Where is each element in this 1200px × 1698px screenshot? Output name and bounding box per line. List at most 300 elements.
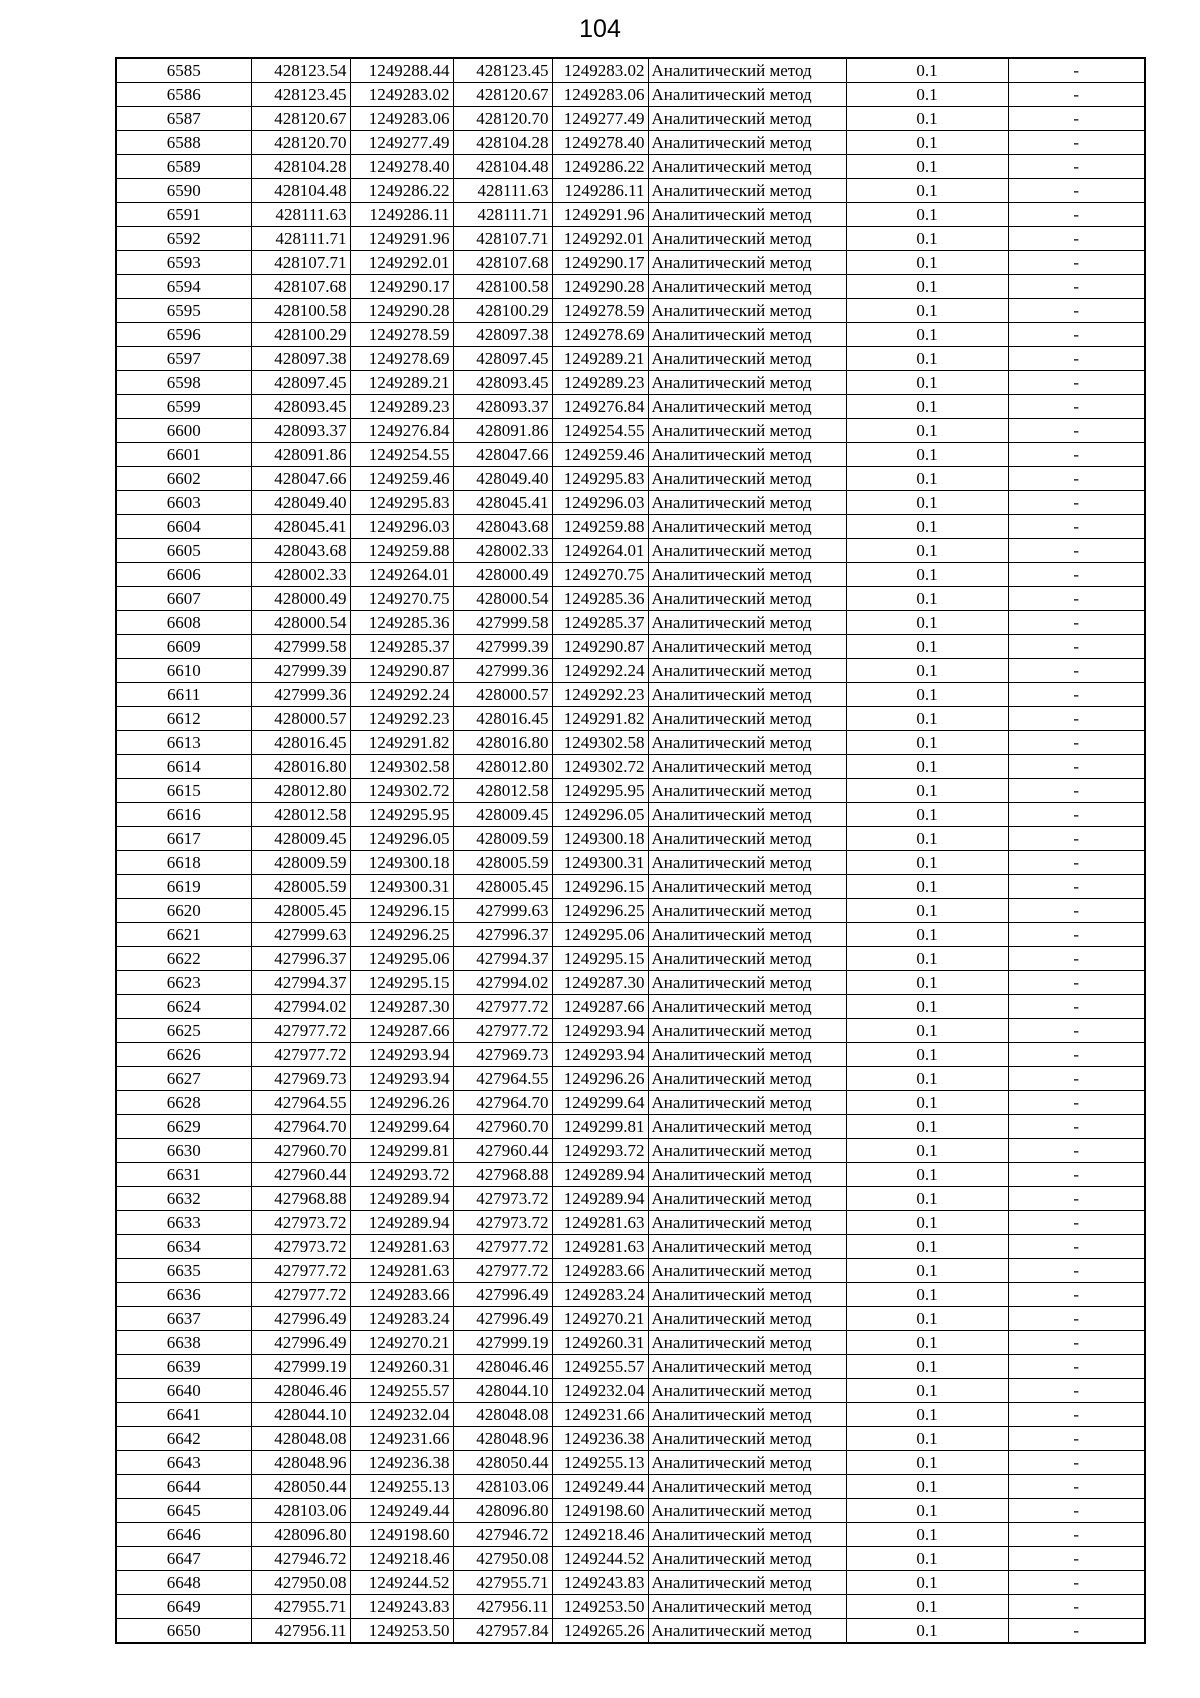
note-cell: - [1008, 707, 1145, 731]
point-number-cell: 6626 [116, 1043, 251, 1067]
method-cell: Аналитический метод [648, 875, 846, 899]
accuracy-cell: 0.1 [846, 1019, 1008, 1043]
y-start-cell: 1249290.87 [350, 659, 453, 683]
y-end-cell: 1249292.23 [552, 683, 648, 707]
table-row [116, 1163, 1145, 1187]
y-start-cell: 1249293.72 [350, 1163, 453, 1187]
x-start-cell: 428049.40 [251, 491, 350, 515]
method-cell: Аналитический метод [648, 1595, 846, 1619]
x-start-cell: 428104.28 [251, 155, 350, 179]
accuracy-cell: 0.1 [846, 971, 1008, 995]
y-start-cell: 1249231.66 [350, 1427, 453, 1451]
y-start-cell: 1249283.24 [350, 1307, 453, 1331]
method-cell: Аналитический метод [648, 1499, 846, 1523]
point-number-cell: 6649 [116, 1595, 251, 1619]
y-end-cell: 1249289.23 [552, 371, 648, 395]
y-end-cell: 1249278.59 [552, 299, 648, 323]
y-end-cell: 1249293.94 [552, 1019, 648, 1043]
point-number-cell: 6619 [116, 875, 251, 899]
point-number-cell: 6623 [116, 971, 251, 995]
table-row [116, 347, 1145, 371]
y-end-cell: 1249255.57 [552, 1355, 648, 1379]
method-cell: Аналитический метод [648, 347, 846, 371]
method-cell: Аналитический метод [648, 1043, 846, 1067]
accuracy-cell: 0.1 [846, 875, 1008, 899]
note-cell: - [1008, 58, 1145, 83]
note-cell: - [1008, 419, 1145, 443]
y-start-cell: 1249260.31 [350, 1355, 453, 1379]
x-start-cell: 428120.67 [251, 107, 350, 131]
y-end-cell: 1249295.06 [552, 923, 648, 947]
y-end-cell: 1249295.15 [552, 947, 648, 971]
x-end-cell: 427960.44 [453, 1139, 552, 1163]
point-number-cell: 6608 [116, 611, 251, 635]
point-number-cell: 6640 [116, 1379, 251, 1403]
method-cell: Аналитический метод [648, 1403, 846, 1427]
x-start-cell: 427973.72 [251, 1235, 350, 1259]
method-cell: Аналитический метод [648, 1067, 846, 1091]
method-cell: Аналитический метод [648, 155, 846, 179]
y-end-cell: 1249232.04 [552, 1379, 648, 1403]
y-end-cell: 1249260.31 [552, 1331, 648, 1355]
y-end-cell: 1249289.21 [552, 347, 648, 371]
y-end-cell: 1249296.25 [552, 899, 648, 923]
y-start-cell: 1249281.63 [350, 1235, 453, 1259]
y-start-cell: 1249296.26 [350, 1091, 453, 1115]
point-number-cell: 6646 [116, 1523, 251, 1547]
method-cell: Аналитический метод [648, 323, 846, 347]
y-start-cell: 1249290.17 [350, 275, 453, 299]
note-cell: - [1008, 1571, 1145, 1595]
x-end-cell: 428093.45 [453, 371, 552, 395]
accuracy-cell: 0.1 [846, 899, 1008, 923]
table-row [116, 539, 1145, 563]
note-cell: - [1008, 827, 1145, 851]
accuracy-cell: 0.1 [846, 947, 1008, 971]
x-start-cell: 428120.70 [251, 131, 350, 155]
table-row [116, 1451, 1145, 1475]
x-start-cell: 428050.44 [251, 1475, 350, 1499]
method-cell: Аналитический метод [648, 251, 846, 275]
x-end-cell: 428097.38 [453, 323, 552, 347]
point-number-cell: 6609 [116, 635, 251, 659]
note-cell: - [1008, 1475, 1145, 1499]
method-cell: Аналитический метод [648, 467, 846, 491]
x-start-cell: 427960.70 [251, 1139, 350, 1163]
y-start-cell: 1249296.15 [350, 899, 453, 923]
note-cell: - [1008, 1331, 1145, 1355]
table-row [116, 419, 1145, 443]
point-number-cell: 6627 [116, 1067, 251, 1091]
table-row [116, 659, 1145, 683]
accuracy-cell: 0.1 [846, 1307, 1008, 1331]
table-row [116, 947, 1145, 971]
point-number-cell: 6638 [116, 1331, 251, 1355]
accuracy-cell: 0.1 [846, 1595, 1008, 1619]
point-number-cell: 6596 [116, 323, 251, 347]
x-end-cell: 427994.37 [453, 947, 552, 971]
x-end-cell: 427956.11 [453, 1595, 552, 1619]
x-end-cell: 428107.71 [453, 227, 552, 251]
y-end-cell: 1249264.01 [552, 539, 648, 563]
x-end-cell: 428047.66 [453, 443, 552, 467]
accuracy-cell: 0.1 [846, 1355, 1008, 1379]
point-number-cell: 6618 [116, 851, 251, 875]
x-end-cell: 427999.36 [453, 659, 552, 683]
point-number-cell: 6591 [116, 203, 251, 227]
table-row [116, 227, 1145, 251]
accuracy-cell: 0.1 [846, 1619, 1008, 1644]
x-start-cell: 427999.39 [251, 659, 350, 683]
accuracy-cell: 0.1 [846, 1571, 1008, 1595]
note-cell: - [1008, 395, 1145, 419]
x-start-cell: 427977.72 [251, 1019, 350, 1043]
x-end-cell: 427999.19 [453, 1331, 552, 1355]
x-start-cell: 428048.96 [251, 1451, 350, 1475]
accuracy-cell: 0.1 [846, 1235, 1008, 1259]
method-cell: Аналитический метод [648, 275, 846, 299]
table-row [116, 1235, 1145, 1259]
point-number-cell: 6614 [116, 755, 251, 779]
method-cell: Аналитический метод [648, 1019, 846, 1043]
method-cell: Аналитический метод [648, 731, 846, 755]
table-row [116, 755, 1145, 779]
x-start-cell: 428123.54 [251, 58, 350, 83]
accuracy-cell: 0.1 [846, 419, 1008, 443]
y-end-cell: 1249283.66 [552, 1259, 648, 1283]
point-number-cell: 6648 [116, 1571, 251, 1595]
table-row [116, 1619, 1145, 1644]
x-end-cell: 428111.71 [453, 203, 552, 227]
x-start-cell: 427977.72 [251, 1283, 350, 1307]
y-start-cell: 1249277.49 [350, 131, 453, 155]
y-end-cell: 1249218.46 [552, 1523, 648, 1547]
y-end-cell: 1249244.52 [552, 1547, 648, 1571]
method-cell: Аналитический метод [648, 1139, 846, 1163]
method-cell: Аналитический метод [648, 1475, 846, 1499]
method-cell: Аналитический метод [648, 1163, 846, 1187]
y-end-cell: 1249302.58 [552, 731, 648, 755]
x-end-cell: 428005.45 [453, 875, 552, 899]
x-start-cell: 427977.72 [251, 1043, 350, 1067]
y-end-cell: 1249287.66 [552, 995, 648, 1019]
coordinates-table [115, 57, 1146, 1644]
table-row [116, 83, 1145, 107]
y-start-cell: 1249291.82 [350, 731, 453, 755]
note-cell: - [1008, 1595, 1145, 1619]
y-start-cell: 1249300.31 [350, 875, 453, 899]
method-cell: Аналитический метод [648, 299, 846, 323]
page-number: 104 [579, 15, 621, 43]
note-cell: - [1008, 947, 1145, 971]
accuracy-cell: 0.1 [846, 467, 1008, 491]
y-start-cell: 1249289.94 [350, 1187, 453, 1211]
x-end-cell: 427996.49 [453, 1283, 552, 1307]
y-end-cell: 1249286.22 [552, 155, 648, 179]
point-number-cell: 6607 [116, 587, 251, 611]
x-start-cell: 427994.02 [251, 995, 350, 1019]
accuracy-cell: 0.1 [846, 683, 1008, 707]
table-row [116, 1139, 1145, 1163]
y-end-cell: 1249281.63 [552, 1235, 648, 1259]
y-start-cell: 1249296.25 [350, 923, 453, 947]
method-cell: Аналитический метод [648, 1523, 846, 1547]
table-body [116, 58, 1145, 1643]
method-cell: Аналитический метод [648, 107, 846, 131]
method-cell: Аналитический метод [648, 371, 846, 395]
x-start-cell: 427977.72 [251, 1259, 350, 1283]
accuracy-cell: 0.1 [846, 83, 1008, 107]
method-cell: Аналитический метод [648, 83, 846, 107]
method-cell: Аналитический метод [648, 1259, 846, 1283]
x-start-cell: 427964.55 [251, 1091, 350, 1115]
table-row [116, 275, 1145, 299]
point-number-cell: 6641 [116, 1403, 251, 1427]
y-end-cell: 1249283.24 [552, 1283, 648, 1307]
accuracy-cell: 0.1 [846, 1475, 1008, 1499]
y-start-cell: 1249293.94 [350, 1043, 453, 1067]
x-start-cell: 428111.63 [251, 203, 350, 227]
x-end-cell: 428016.80 [453, 731, 552, 755]
y-start-cell: 1249254.55 [350, 443, 453, 467]
x-end-cell: 427960.70 [453, 1115, 552, 1139]
x-end-cell: 428045.41 [453, 491, 552, 515]
y-end-cell: 1249302.72 [552, 755, 648, 779]
table-row [116, 491, 1145, 515]
method-cell: Аналитический метод [648, 971, 846, 995]
accuracy-cell: 0.1 [846, 107, 1008, 131]
note-cell: - [1008, 1235, 1145, 1259]
y-start-cell: 1249283.06 [350, 107, 453, 131]
accuracy-cell: 0.1 [846, 851, 1008, 875]
note-cell: - [1008, 275, 1145, 299]
method-cell: Аналитический метод [648, 755, 846, 779]
table-row [116, 1499, 1145, 1523]
point-number-cell: 6615 [116, 779, 251, 803]
accuracy-cell: 0.1 [846, 1523, 1008, 1547]
method-cell: Аналитический метод [648, 419, 846, 443]
y-start-cell: 1249255.57 [350, 1379, 453, 1403]
y-end-cell: 1249296.05 [552, 803, 648, 827]
note-cell: - [1008, 1211, 1145, 1235]
point-number-cell: 6636 [116, 1283, 251, 1307]
x-end-cell: 427964.55 [453, 1067, 552, 1091]
y-start-cell: 1249295.83 [350, 491, 453, 515]
note-cell: - [1008, 995, 1145, 1019]
table-row [116, 851, 1145, 875]
point-number-cell: 6587 [116, 107, 251, 131]
method-cell: Аналитический метод [648, 1571, 846, 1595]
x-start-cell: 428002.33 [251, 563, 350, 587]
x-end-cell: 427977.72 [453, 1019, 552, 1043]
point-number-cell: 6613 [116, 731, 251, 755]
table-row [116, 515, 1145, 539]
y-start-cell: 1249286.22 [350, 179, 453, 203]
point-number-cell: 6600 [116, 419, 251, 443]
y-end-cell: 1249289.94 [552, 1187, 648, 1211]
point-number-cell: 6637 [116, 1307, 251, 1331]
x-end-cell: 428096.80 [453, 1499, 552, 1523]
x-start-cell: 428100.58 [251, 299, 350, 323]
note-cell: - [1008, 1067, 1145, 1091]
y-start-cell: 1249293.94 [350, 1067, 453, 1091]
accuracy-cell: 0.1 [846, 779, 1008, 803]
y-start-cell: 1249259.46 [350, 467, 453, 491]
note-cell: - [1008, 467, 1145, 491]
x-start-cell: 427950.08 [251, 1571, 350, 1595]
x-start-cell: 428100.29 [251, 323, 350, 347]
accuracy-cell: 0.1 [846, 1547, 1008, 1571]
table-row [116, 1283, 1145, 1307]
accuracy-cell: 0.1 [846, 659, 1008, 683]
accuracy-cell: 0.1 [846, 611, 1008, 635]
note-cell: - [1008, 779, 1145, 803]
x-end-cell: 428002.33 [453, 539, 552, 563]
point-number-cell: 6604 [116, 515, 251, 539]
point-number-cell: 6642 [116, 1427, 251, 1451]
table-row [116, 1571, 1145, 1595]
x-start-cell: 428093.37 [251, 419, 350, 443]
method-cell: Аналитический метод [648, 1331, 846, 1355]
note-cell: - [1008, 1427, 1145, 1451]
x-end-cell: 428000.49 [453, 563, 552, 587]
table-row [116, 1187, 1145, 1211]
y-start-cell: 1249300.18 [350, 851, 453, 875]
table-row [116, 58, 1145, 83]
accuracy-cell: 0.1 [846, 1115, 1008, 1139]
x-end-cell: 428100.29 [453, 299, 552, 323]
accuracy-cell: 0.1 [846, 755, 1008, 779]
y-start-cell: 1249291.96 [350, 227, 453, 251]
x-end-cell: 428000.54 [453, 587, 552, 611]
x-end-cell: 428120.67 [453, 83, 552, 107]
accuracy-cell: 0.1 [846, 1043, 1008, 1067]
table-row [116, 875, 1145, 899]
y-end-cell: 1249270.75 [552, 563, 648, 587]
point-number-cell: 6632 [116, 1187, 251, 1211]
y-start-cell: 1249244.52 [350, 1571, 453, 1595]
table-row [116, 323, 1145, 347]
y-start-cell: 1249198.60 [350, 1523, 453, 1547]
method-cell: Аналитический метод [648, 947, 846, 971]
accuracy-cell: 0.1 [846, 227, 1008, 251]
point-number-cell: 6594 [116, 275, 251, 299]
note-cell: - [1008, 1187, 1145, 1211]
table-row [116, 179, 1145, 203]
y-end-cell: 1249292.24 [552, 659, 648, 683]
y-end-cell: 1249292.01 [552, 227, 648, 251]
note-cell: - [1008, 1043, 1145, 1067]
x-start-cell: 428107.71 [251, 251, 350, 275]
y-end-cell: 1249283.02 [552, 58, 648, 83]
method-cell: Аналитический метод [648, 1283, 846, 1307]
note-cell: - [1008, 635, 1145, 659]
x-start-cell: 427973.72 [251, 1211, 350, 1235]
y-end-cell: 1249278.69 [552, 323, 648, 347]
point-number-cell: 6625 [116, 1019, 251, 1043]
method-cell: Аналитический метод [648, 923, 846, 947]
y-start-cell: 1249289.23 [350, 395, 453, 419]
x-start-cell: 427999.36 [251, 683, 350, 707]
note-cell: - [1008, 1163, 1145, 1187]
note-cell: - [1008, 1619, 1145, 1644]
note-cell: - [1008, 347, 1145, 371]
point-number-cell: 6612 [116, 707, 251, 731]
accuracy-cell: 0.1 [846, 731, 1008, 755]
table-row [116, 1067, 1145, 1091]
accuracy-cell: 0.1 [846, 1187, 1008, 1211]
y-end-cell: 1249283.06 [552, 83, 648, 107]
note-cell: - [1008, 1451, 1145, 1475]
method-cell: Аналитический метод [648, 1379, 846, 1403]
y-end-cell: 1249300.18 [552, 827, 648, 851]
point-number-cell: 6616 [116, 803, 251, 827]
x-end-cell: 428111.63 [453, 179, 552, 203]
accuracy-cell: 0.1 [846, 1211, 1008, 1235]
method-cell: Аналитический метод [648, 587, 846, 611]
table-row [116, 1475, 1145, 1499]
accuracy-cell: 0.1 [846, 1331, 1008, 1355]
table-row [116, 467, 1145, 491]
point-number-cell: 6633 [116, 1211, 251, 1235]
x-end-cell: 427994.02 [453, 971, 552, 995]
y-start-cell: 1249278.59 [350, 323, 453, 347]
table-row [116, 1355, 1145, 1379]
method-cell: Аналитический метод [648, 1187, 846, 1211]
point-number-cell: 6602 [116, 467, 251, 491]
x-end-cell: 427955.71 [453, 1571, 552, 1595]
note-cell: - [1008, 755, 1145, 779]
table-row [116, 587, 1145, 611]
x-end-cell: 428005.59 [453, 851, 552, 875]
y-end-cell: 1249276.84 [552, 395, 648, 419]
note-cell: - [1008, 1139, 1145, 1163]
method-cell: Аналитический метод [648, 707, 846, 731]
x-start-cell: 427994.37 [251, 971, 350, 995]
x-start-cell: 428097.45 [251, 371, 350, 395]
x-end-cell: 428100.58 [453, 275, 552, 299]
x-end-cell: 427950.08 [453, 1547, 552, 1571]
x-start-cell: 428000.57 [251, 707, 350, 731]
y-start-cell: 1249232.04 [350, 1403, 453, 1427]
y-end-cell: 1249259.88 [552, 515, 648, 539]
table-row [116, 1115, 1145, 1139]
x-start-cell: 427955.71 [251, 1595, 350, 1619]
accuracy-cell: 0.1 [846, 1091, 1008, 1115]
y-end-cell: 1249287.30 [552, 971, 648, 995]
y-start-cell: 1249302.58 [350, 755, 453, 779]
table-row [116, 971, 1145, 995]
y-end-cell: 1249296.26 [552, 1067, 648, 1091]
note-cell: - [1008, 1091, 1145, 1115]
y-start-cell: 1249218.46 [350, 1547, 453, 1571]
y-start-cell: 1249285.36 [350, 611, 453, 635]
note-cell: - [1008, 299, 1145, 323]
note-cell: - [1008, 923, 1145, 947]
accuracy-cell: 0.1 [846, 443, 1008, 467]
x-end-cell: 427957.84 [453, 1619, 552, 1644]
method-cell: Аналитический метод [648, 491, 846, 515]
accuracy-cell: 0.1 [846, 347, 1008, 371]
table-row [116, 1019, 1145, 1043]
x-end-cell: 428104.28 [453, 131, 552, 155]
table-row [116, 1259, 1145, 1283]
accuracy-cell: 0.1 [846, 1499, 1008, 1523]
x-end-cell: 428046.46 [453, 1355, 552, 1379]
method-cell: Аналитический метод [648, 227, 846, 251]
accuracy-cell: 0.1 [846, 995, 1008, 1019]
point-number-cell: 6630 [116, 1139, 251, 1163]
